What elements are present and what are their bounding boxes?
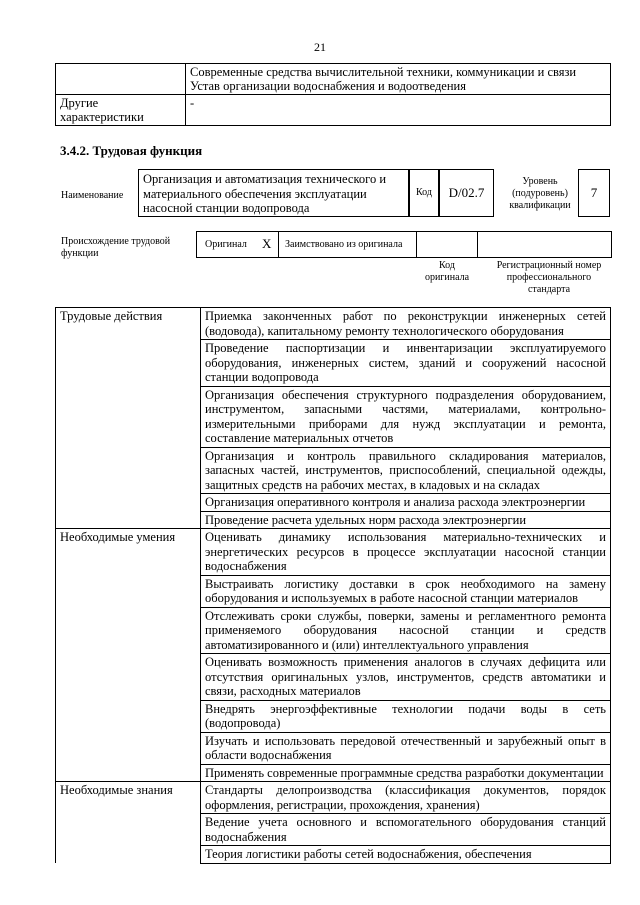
borrowed-label: Заимствовано из оригинала [285,239,403,250]
reg-caption: Регистрационный номер профессионального стандарта [496,260,602,295]
table-cell: Организация и контроль правильного складирования материалов, запасных частей, инструментов, приспособлений, специальной одежды, защитных средств на рабочих местах, в кладовых и на складах [201,447,611,494]
table-row [56,782,611,814]
top-table [55,63,611,126]
level-value: 7 [578,169,610,217]
table-cell: Организация обеспечения структурного подразделения оборудованием, инструментом, запасными частями, материалами, контрольно-измерительными приборами для нужд эксплуатации и ремонта, составление материальных отчетов [201,386,611,447]
table-cell: Теория логистики работы сетей водоснабжения, обеспечения [201,846,611,864]
level-label: Уровень (подуровень) квалификации [509,176,571,211]
table-cell: Оценивать динамику использования материально-технических и энергетических ресурсов в процессе эксплуатации насосной станции водоснабжения [201,529,611,576]
divider [477,232,478,257]
row-line: Современные средства вычислительной техники, коммуникации и связи [190,65,577,79]
table-cell: Отслеживать сроки службы, поверки, замены и регламентного ремонта применяемого оборудования насосной станции и средств автоматизированного и (или) интеллектуального управления [201,607,611,654]
row-line: - [190,96,195,110]
table-cell: Стандарты делопроизводства (классификация документов, порядок оформления, регистрации, прохождения, хранения) [201,782,611,814]
table-cell: Применять современные программные средства разработки документации [201,764,611,782]
table-cell: Оценивать возможность применения аналогов в случаях дефицита или отсутствия оригинальных узлов, инструментов, средств автоматики и связи, расходных материалов [201,654,611,701]
table-cell: Изучать и использовать передовой отечественный и зарубежный опыт в области водоснабжения [201,732,611,764]
name-label: Наименование [61,190,124,201]
origin-label: Происхождение трудовой функции [61,236,171,259]
table-cell: Организация оперативного контроля и анализа расхода электроэнергии [201,494,611,512]
code-caption: Код оригинала [424,260,470,283]
table-row [56,64,611,95]
section-title: Необходимые умения [56,529,201,782]
row-label: Другие характеристики [56,95,186,126]
original-mark: X [262,236,272,251]
table-cell: Проведение паспортизации и инвентаризации эксплуатируемого оборудования, инженерных систем, зданий и сооружений насосной станции водопровода [201,340,611,387]
section-title: Необходимые знания [56,782,201,864]
row-label [56,64,186,95]
original-label: Оригинал [205,239,247,250]
table-row [56,308,611,340]
table-row [56,529,611,576]
table-cell: Приемка законченных работ по реконструкции инженерных сетей (водовода), капитальному ремонту технологического оборудования [201,308,611,340]
function-name: Организация и автоматизация технического и материального обеспечения эксплуатации насосной станции водопровода [138,169,409,217]
table-cell: Внедрять энергоэффективные технологии подачи воды в сеть (водопровода) [201,700,611,732]
row-line: Устав организации водоснабжения и водоотведения [190,79,466,93]
section-title: Трудовые действия [56,308,201,529]
table-cell: Ведение учета основного и вспомогательного оборудования станций водоснабжения [201,814,611,846]
code-label: Код [409,169,439,217]
main-table [55,307,611,864]
page-number: 21 [314,40,326,54]
origin-box [196,231,612,258]
section-heading: 3.4.2. Трудовая функция [60,143,203,158]
code-value: D/02.7 [439,169,494,217]
row-content [186,64,611,95]
table-cell: Проведение расчета удельных норм расхода электроэнергии [201,511,611,529]
table-row [56,95,611,126]
divider [278,232,279,257]
table-cell: Выстраивать логистику доставки в срок необходимого на замену оборудования и используемых в работе насосной станции материалов [201,575,611,607]
row-content [186,95,611,126]
divider [416,232,417,257]
